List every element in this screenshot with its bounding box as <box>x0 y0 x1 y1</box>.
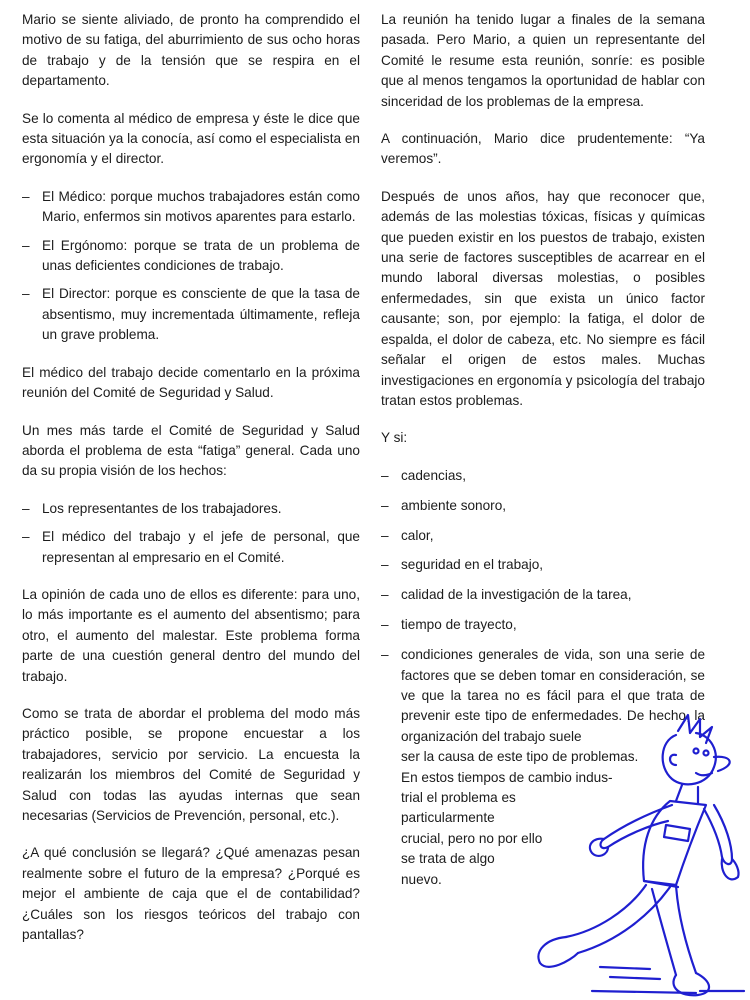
paragraph: Un mes más tarde el Comité de Seguridad y Salud aborda el problema de esta “fatiga” general. Cada uno da su propia visión de los hechos: <box>22 422 360 479</box>
paragraph: A continuación, Mario dice prudentemente: “Ya veremos”. <box>381 131 705 167</box>
text-line: trial el problema es <box>401 790 516 805</box>
last-item-text: – condiciones generales de vida, son una serie de factores que se deben tomar en consideración, se ve que la tarea no es fácil para el que trata de prevenir este tipo de enfermedades. De hecho, la organización del trabajo suele <box>401 647 705 744</box>
text-line: se trata de algo <box>401 851 495 867</box>
dash-list <box>22 499 360 568</box>
text-line: En estos tiempos de cambio indus- <box>401 769 613 785</box>
paragraph: ¿A qué conclusión se llegará? ¿Qué amenazas pesan realmente sobre el futuro de la empresa? ¿Porqué es mejor el ambiente de caja que el de contabilidad? ¿Cuáles son los riesgos teóricos del trabajo con pantallas? <box>22 845 360 943</box>
paragraph: Y si: <box>381 430 408 446</box>
text-line: particularmente <box>401 810 495 826</box>
list-item: – tiempo de trayecto, <box>381 615 705 635</box>
list-item: – El Ergónomo: porque se trata de un problema de unas deficientes condiciones de trabajo. <box>22 236 360 277</box>
list-item: – seguridad en el trabajo, <box>381 555 705 575</box>
paragraph: Después de unos años, hay que reconocer que, además de las molestias tóxicas, físicas y químicas que pueden existir en los puestos de trabajo, existen una serie de factores susceptibles de acarrear en el mundo laboral diversas molestias, o posibles enfermedades, sin que exista un único factor causante; son, por ejemplo: la fatiga, el dolor de espalda, el dolor de cabeza, etc. No siempre es fácil señalar el origen de estos males. Muchas investigaciones en ergonomía y psicología del trabajo tratan estos problemas. <box>381 188 705 408</box>
list-item: – El Director: porque es consciente de que la tasa de absentismo, muy incrementada últimamente, refleja un grave problema. <box>22 284 360 345</box>
shoe-icon <box>538 937 578 967</box>
text-line: ser la causa de este tipo de problemas. <box>401 749 639 765</box>
paragraph: Como se trata de abordar el problema del modo más práctico posible, se propone encuestar a los trabajadores, servicio por servicio. La encuesta la realizarán los miembros del Comité de Seguridad y Salud con todas las ayudas internas que sean necesarias (Servicios de Prevención, personal, etc.). <box>22 705 360 823</box>
paragraph: La reunión ha tenido lugar a finales de la semana pasada. Pero Mario, a quien un representante del Comité le resume esta reunión, sonríe: es posible que al menos tengamos la oportunidad de hablar con sinceridad de los problemas de la empresa. <box>381 12 705 109</box>
list-item: – calor, <box>381 526 705 546</box>
text-line: crucial, pero no por ello <box>401 830 543 846</box>
list-item: – El Médico: porque muchos trabajadores están como Mario, enfermos sin motivos aparentes para estarlo. <box>22 187 360 228</box>
left-column <box>22 10 360 962</box>
list-item: – El médico del trabajo y el jefe de personal, que representan al empresario en el Comité. <box>22 527 360 568</box>
list-item: – Los representantes de los trabajadores. <box>22 499 360 519</box>
paragraph: El médico del trabajo decide comentarlo en la próxima reunión del Comité de Seguridad y Salud. <box>22 364 360 401</box>
dash-list <box>22 187 360 346</box>
leg-icon <box>566 885 646 937</box>
arm-icon <box>704 805 732 864</box>
paragraph: La opinión de cada uno de ellos es diferente: para uno, lo más importante es el aumento del absentismo; para otro, el aumento del malestar. Este problema forma parte de una cuestión general dentro del mundo del trabajo. <box>22 586 360 684</box>
walking-man-illustration <box>500 705 750 1000</box>
paragraph: Mario se siente aliviado, de pronto ha comprendido el motivo de su fatiga, del aburrimiento de sus ocho horas de trabajo y de la tensión que se respira en el departamento. <box>22 12 360 89</box>
list-item: – ambiente sonoro, <box>381 496 705 516</box>
text-line: nuevo. <box>401 871 442 887</box>
list-item: – calidad de la investigación de la tarea, <box>381 585 705 605</box>
paragraph: Se lo comenta al médico de empresa y éste le dice que esta situación ya la conocía, así como el especialista en ergonomía y el director. <box>22 110 360 167</box>
arm-icon <box>601 805 672 848</box>
list-item: – cadencias, <box>381 466 705 486</box>
